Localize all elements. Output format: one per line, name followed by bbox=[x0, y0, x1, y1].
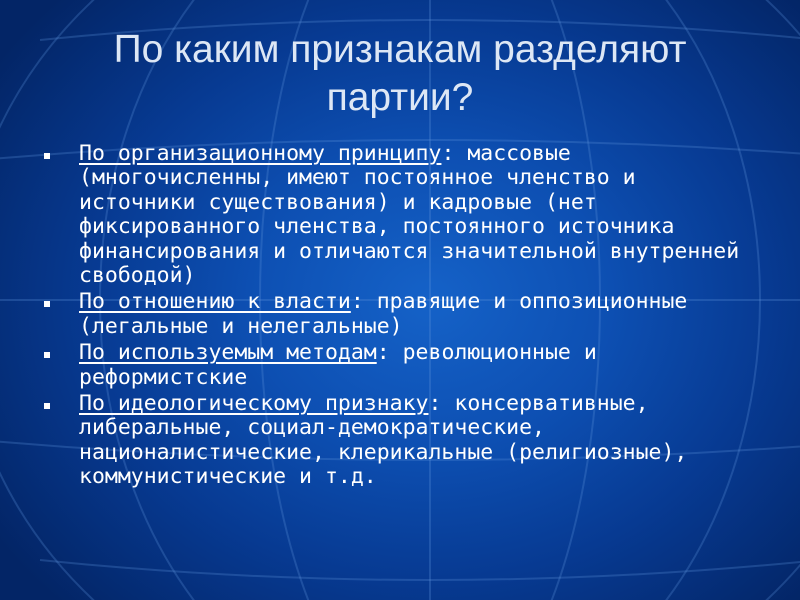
slide-title: По каким признакам разделяют партии? bbox=[113, 28, 687, 119]
bullet-criterion: По организационному принципу bbox=[79, 141, 442, 166]
square-bullet-icon bbox=[44, 301, 50, 307]
bullet-item-ideology bbox=[44, 392, 764, 490]
bullet-item-organizational bbox=[44, 142, 764, 288]
square-bullet-icon bbox=[44, 153, 50, 159]
bullet-criterion: По отношению к власти bbox=[79, 289, 351, 315]
square-bullet-icon bbox=[44, 403, 50, 409]
bullet-text: : революционные и реформистские bbox=[79, 340, 597, 390]
bullet-item-power bbox=[44, 290, 764, 339]
bullet-list bbox=[44, 142, 764, 492]
bullet-criterion: По идеологическому признаку bbox=[79, 391, 429, 417]
bullet-criterion: По используемым методам bbox=[79, 340, 377, 366]
bullet-text: : массовые (многочисленны, имеют постоянное членство и источники существования) и кадровые (нет фиксированного членства, постоянного источника финансирования и отличаются значительной внутренней свободой) bbox=[79, 141, 740, 289]
square-bullet-icon bbox=[44, 352, 50, 358]
bullet-text: : правящие и оппозиционные (легальные и нелегальные) bbox=[79, 289, 688, 339]
bullet-item-methods bbox=[44, 341, 764, 390]
bullet-text: : консервативные, либеральные, социал-демократические, националистические, клерикальные (религиозные), коммунистические и т.д. bbox=[79, 391, 688, 490]
